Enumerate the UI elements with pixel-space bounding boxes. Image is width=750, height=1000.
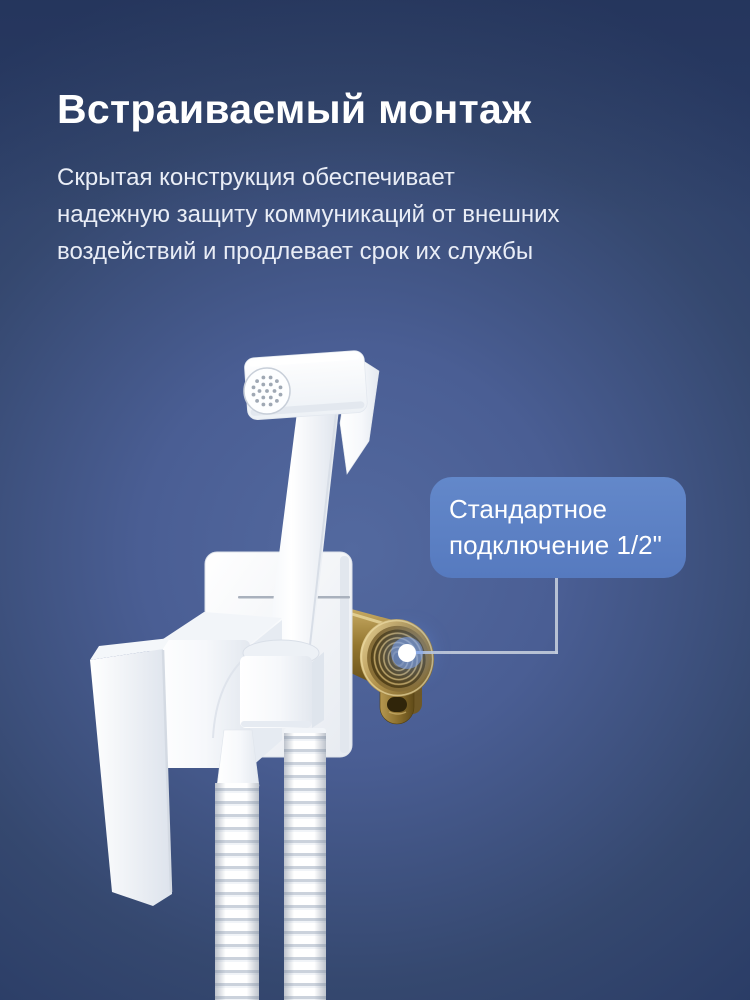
callout-bubble xyxy=(430,477,686,578)
description-line: надежную защиту коммуникаций от внешних xyxy=(57,201,560,228)
hose-connector xyxy=(217,730,259,786)
callout-line: Стандартное xyxy=(449,494,607,524)
page-title: Встраиваемый монтаж xyxy=(57,86,532,132)
shower-hose-right xyxy=(284,728,326,1000)
product-photo-hygienic-shower xyxy=(60,330,480,1000)
description-line: воздействий и продлевает срок их службы xyxy=(57,238,534,265)
description-text xyxy=(57,159,560,270)
callout-connector-horizontal xyxy=(408,651,558,654)
sprayer-holder xyxy=(240,640,324,728)
shower-hose-left xyxy=(215,783,259,1000)
callout-connector-vertical xyxy=(555,578,558,654)
nozzle-face xyxy=(244,368,290,414)
connection-point-marker-icon xyxy=(398,644,416,662)
description-line: Скрытая конструкция обеспечивает xyxy=(57,164,455,191)
lever-handle xyxy=(90,638,172,906)
callout-line: подключение 1/2" xyxy=(449,530,662,560)
